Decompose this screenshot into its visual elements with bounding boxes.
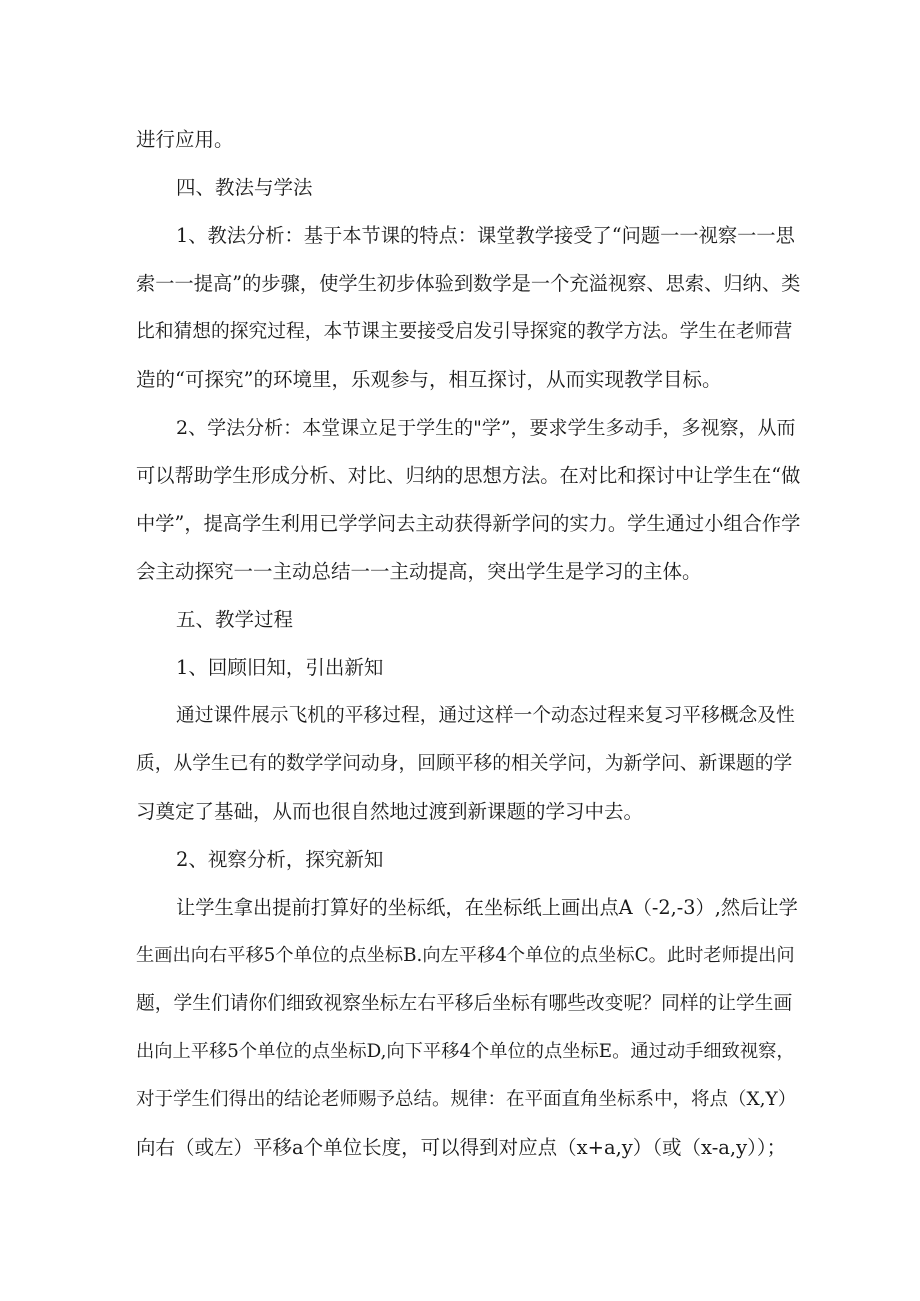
section-heading: 四、教法与学法 — [176, 176, 313, 199]
paragraph-line: 2、学法分析：本堂课立足于学生的"学”，要求学生多动手，多视察，从而 — [176, 417, 796, 439]
paragraph-line: 中学”，提高学生利用已学学问去主动获得新学问的实力。学生通过小组合作学 — [136, 512, 801, 535]
paragraph-line: 出向上平移5个单位的点坐标D,向下平移4个单位的点坐标E。通过动手细致视察， — [136, 1041, 795, 1062]
paragraph-line: 比和猜想的探究过程，本节课主要接受启发引导探窕的教学方法。学生在老师营 — [136, 321, 793, 342]
paragraph-line: 生画出向右平移5个单位的点坐标B.向左平移4个单位的点坐标C。此时老师提出问 — [136, 945, 795, 966]
subsection-heading: 1、回顾旧知，引出新知 — [176, 656, 384, 679]
paragraph-line: 通过课件展示飞机的平移过程，通过这样一个动态过程来复习平移概念及性 — [176, 705, 795, 726]
paragraph-line: 向右（或左）平移a个单位长度，可以得到对应点（x+a,y）（或（x-a,y））； — [136, 1136, 787, 1159]
paragraph-line: 题，学生们请你们细致视察坐标左右平移后坐标有哪些改变呢？同样的让学生画 — [136, 993, 793, 1014]
paragraph-line: 会主动探究一一主动总结一一主动提高，突出学生是学习的主体。 — [136, 560, 702, 583]
section-heading: 五、教学过程 — [176, 608, 294, 631]
paragraph-line: 可以帮助学生形成分析、对比、归纳的思想方法。在对比和探讨中让学生在“做 — [136, 464, 801, 487]
paragraph-line: 让学生拿出提前打算好的坐标纸，在坐标纸上画出点A（-2,-3）,然后让学 — [176, 896, 798, 919]
paragraph-line: 1、教法分析：基于本节课的特点：课堂教学接受了“问题一一视察一一思 — [176, 224, 795, 247]
paragraph-line: 索一一提高”的步骤，使学生初步体验到数学是一个充溢视察、思索、归纳、类 — [136, 272, 801, 295]
subsection-heading: 2、视察分析，探究新知 — [176, 848, 384, 871]
paragraph-line: 质，从学生已有的数学学问动身，回顾平移的相关学问，为新学问、新课题的学 — [136, 753, 793, 774]
paragraph-line: 造的“可探究”的环境里，乐观参与，相互探讨，从而实现教学目标。 — [136, 368, 722, 391]
text-line: 进行应用。 — [136, 128, 234, 151]
paragraph-line: 对于学生们得出的结论老师赐予总结。规律：在平面直角坐标系中，将点（X,Y） — [136, 1089, 797, 1110]
paragraph-line: 习奠定了基础，从而也很自然地过渡到新课题的学习中去。 — [136, 800, 644, 823]
